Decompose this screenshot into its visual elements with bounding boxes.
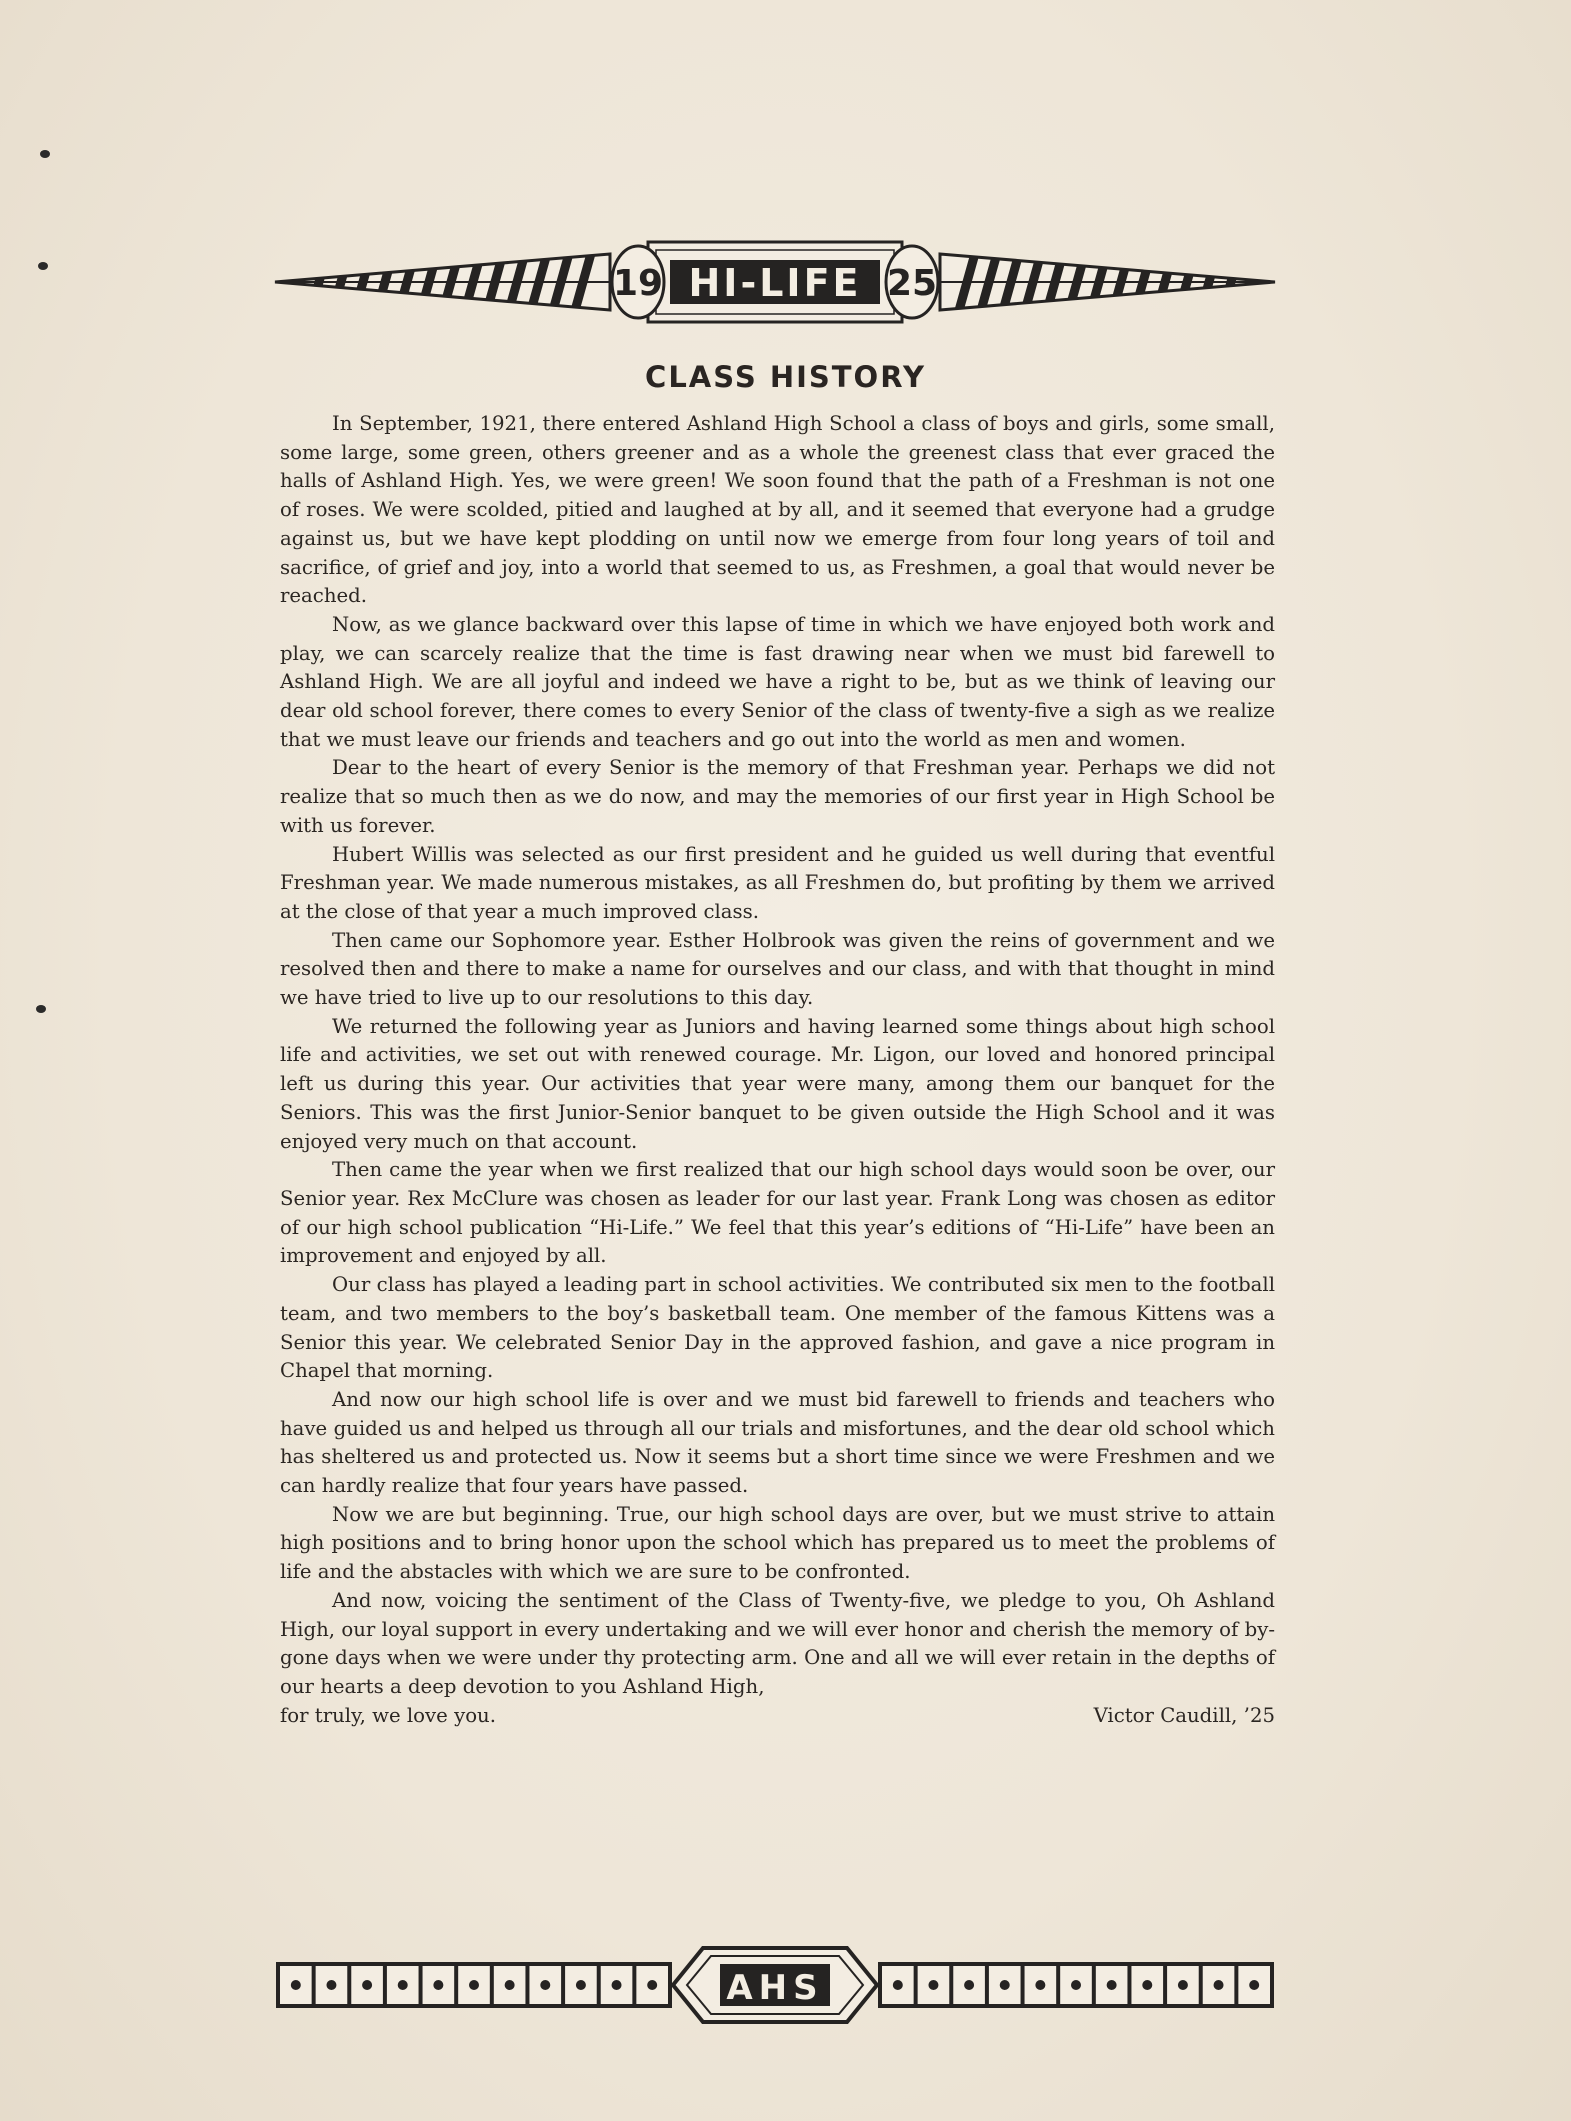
banner-title-text: HI-LIFE	[688, 261, 862, 305]
paragraph: Then came our Sophomore year. Esther Holbrook was given the reins of government and we resolved then and there to make a name for ourselves and our class, and with that thought in mind we have tried to live up to our resolutions to this day.	[280, 928, 1275, 1010]
chain-dot	[1035, 1980, 1045, 1990]
chain-dot	[647, 1980, 657, 1990]
hi-life-emblem	[612, 242, 938, 322]
binder-hole-mark	[38, 262, 48, 270]
paragraph: Hubert Willis was selected as our first president and he guided us well during that eventful Freshman year. We made numerous mistakes, as all Freshmen do, but profiting by them we arrived at the close of that year a much improved class.	[280, 842, 1275, 923]
chain-dot	[1249, 1980, 1259, 1990]
chain-dot	[1000, 1980, 1010, 1990]
chain-dot	[291, 1980, 301, 1990]
paragraph: Now, as we glance backward over this lapse of time in which we have enjoyed both work and play, we can scarcely realize that the time is fast drawing near when we must bid farewell to Ashland High. We are all joyful and indeed we have a right to be, but as we think of leaving our dear old school forever, there comes to every Senior of the class of twenty-five a sigh as we realize that we must leave our friends and teachers and go out into the world as men and women.	[280, 612, 1275, 751]
ahs-emblem	[673, 1948, 877, 2022]
paragraph: And now our high school life is over and we must bid farewell to friends and teachers who have guided us and helped us through all our trials and misfortunes, and the dear old school which has sheltered us and protected us. Now it seems but a short time since we were Freshmen and we can hardly realize that four years have passed.	[280, 1387, 1275, 1498]
right-chain-ornament	[880, 1964, 1272, 2006]
chain-dot	[362, 1980, 372, 1990]
closing-line	[280, 1702, 1275, 1731]
header-banner	[270, 232, 1280, 332]
chain-dot	[1214, 1980, 1224, 1990]
paragraph: Now we are but beginning. True, our high school days are over, but we must strive to attain high positions and to bring honor upon the school which has prepared us to meet the problems of life and the abstacles with which we are sure to be confronted.	[280, 1502, 1275, 1584]
chain-dot	[433, 1980, 443, 1990]
paragraph: Then came the year when we first realized that our high school days would soon be over, our Senior year. Rex McClure was chosen as leader for our last year. Frank Long was chosen as editor of our high school publication “Hi-Life.” We feel that this year’s editions of “Hi-Life” have been an improvement and enjoyed by all.	[280, 1158, 1275, 1268]
chain-dot	[612, 1980, 622, 1990]
chain-dot	[1142, 1980, 1152, 1990]
chain-dot	[505, 1980, 515, 1990]
paragraph: Dear to the heart of every Senior is the memory of that Freshman year. Perhaps we did not realize that so much then as we do now, and may the memories of our first year in High School be with us forever.	[280, 756, 1275, 837]
paragraph: In September, 1921, there entered Ashland High School a class of boys and girls, some small, some large, some green, others greener and as a whole the greenest class that ever graced the halls of Ashland High. Yes, we were green! We soon found that the path of a Freshman is not one of roses. We were scolded, pitied and laughed at by all, and it seemed that everyone had a grudge against us, but we have kept plodding on until now we emerge from four long years of toil and sacrifice, of grief and joy, into a world that seemed to us, as Freshmen, a goal that would never be reached.	[280, 412, 1275, 608]
chain-dot	[1107, 1980, 1117, 1990]
page-title: CLASS HISTORY	[645, 360, 926, 394]
chain-dot	[928, 1980, 938, 1990]
footer-banner	[275, 1940, 1275, 2030]
closing-text: for truly, we love you.	[280, 1703, 496, 1727]
paragraph: And now, voicing the sentiment of the Class of Twenty-five, we pledge to you, Oh Ashland High, our loyal support in every undertaking and we will ever honor and cherish the memory of by-gone days when we were under thy protecting arm. One and all we will ever retain in the depths of our hearts a deep devotion to you Ashland High,	[280, 1588, 1275, 1698]
paragraph: We returned the following year as Juniors and having learned some things about high school life and activities, we set out with renewed courage. Mr. Ligon, our loved and honored principal left us during this year. Our activities that year were many, among them our banquet for the Seniors. This was the first Junior-Senior banquet to be given outside the High School and it was enjoyed very much on that account.	[280, 1014, 1275, 1153]
author-signature: Victor Caudill, ’25	[1093, 1703, 1275, 1727]
emblem-text: AHS	[726, 1968, 824, 2008]
chain-dot	[964, 1980, 974, 1990]
article-body	[280, 410, 1275, 1730]
binder-hole-mark	[36, 1005, 46, 1013]
banner-year-left: 19	[612, 263, 664, 304]
paragraph: Our class has played a leading part in school activities. We contributed six men to the football team, and two members to the boy’s basketball team. One member of the famous Kittens was a Senior this year. We celebrated Senior Day in the approved fashion, and gave a nice program in Chapel that morning.	[280, 1273, 1275, 1383]
binder-hole-mark	[40, 150, 50, 158]
chain-dot	[326, 1980, 336, 1990]
chain-dot	[540, 1980, 550, 1990]
banner-year-right: 25	[886, 263, 938, 304]
chain-dot	[1071, 1980, 1081, 1990]
left-chain-ornament	[278, 1964, 670, 2006]
left-diamond-ornament	[275, 250, 615, 314]
chain-dot	[893, 1980, 903, 1990]
chain-dot	[1178, 1980, 1188, 1990]
chain-dot	[398, 1980, 408, 1990]
chain-dot	[469, 1980, 479, 1990]
chain-dot	[576, 1980, 586, 1990]
right-diamond-ornament	[935, 250, 1275, 314]
